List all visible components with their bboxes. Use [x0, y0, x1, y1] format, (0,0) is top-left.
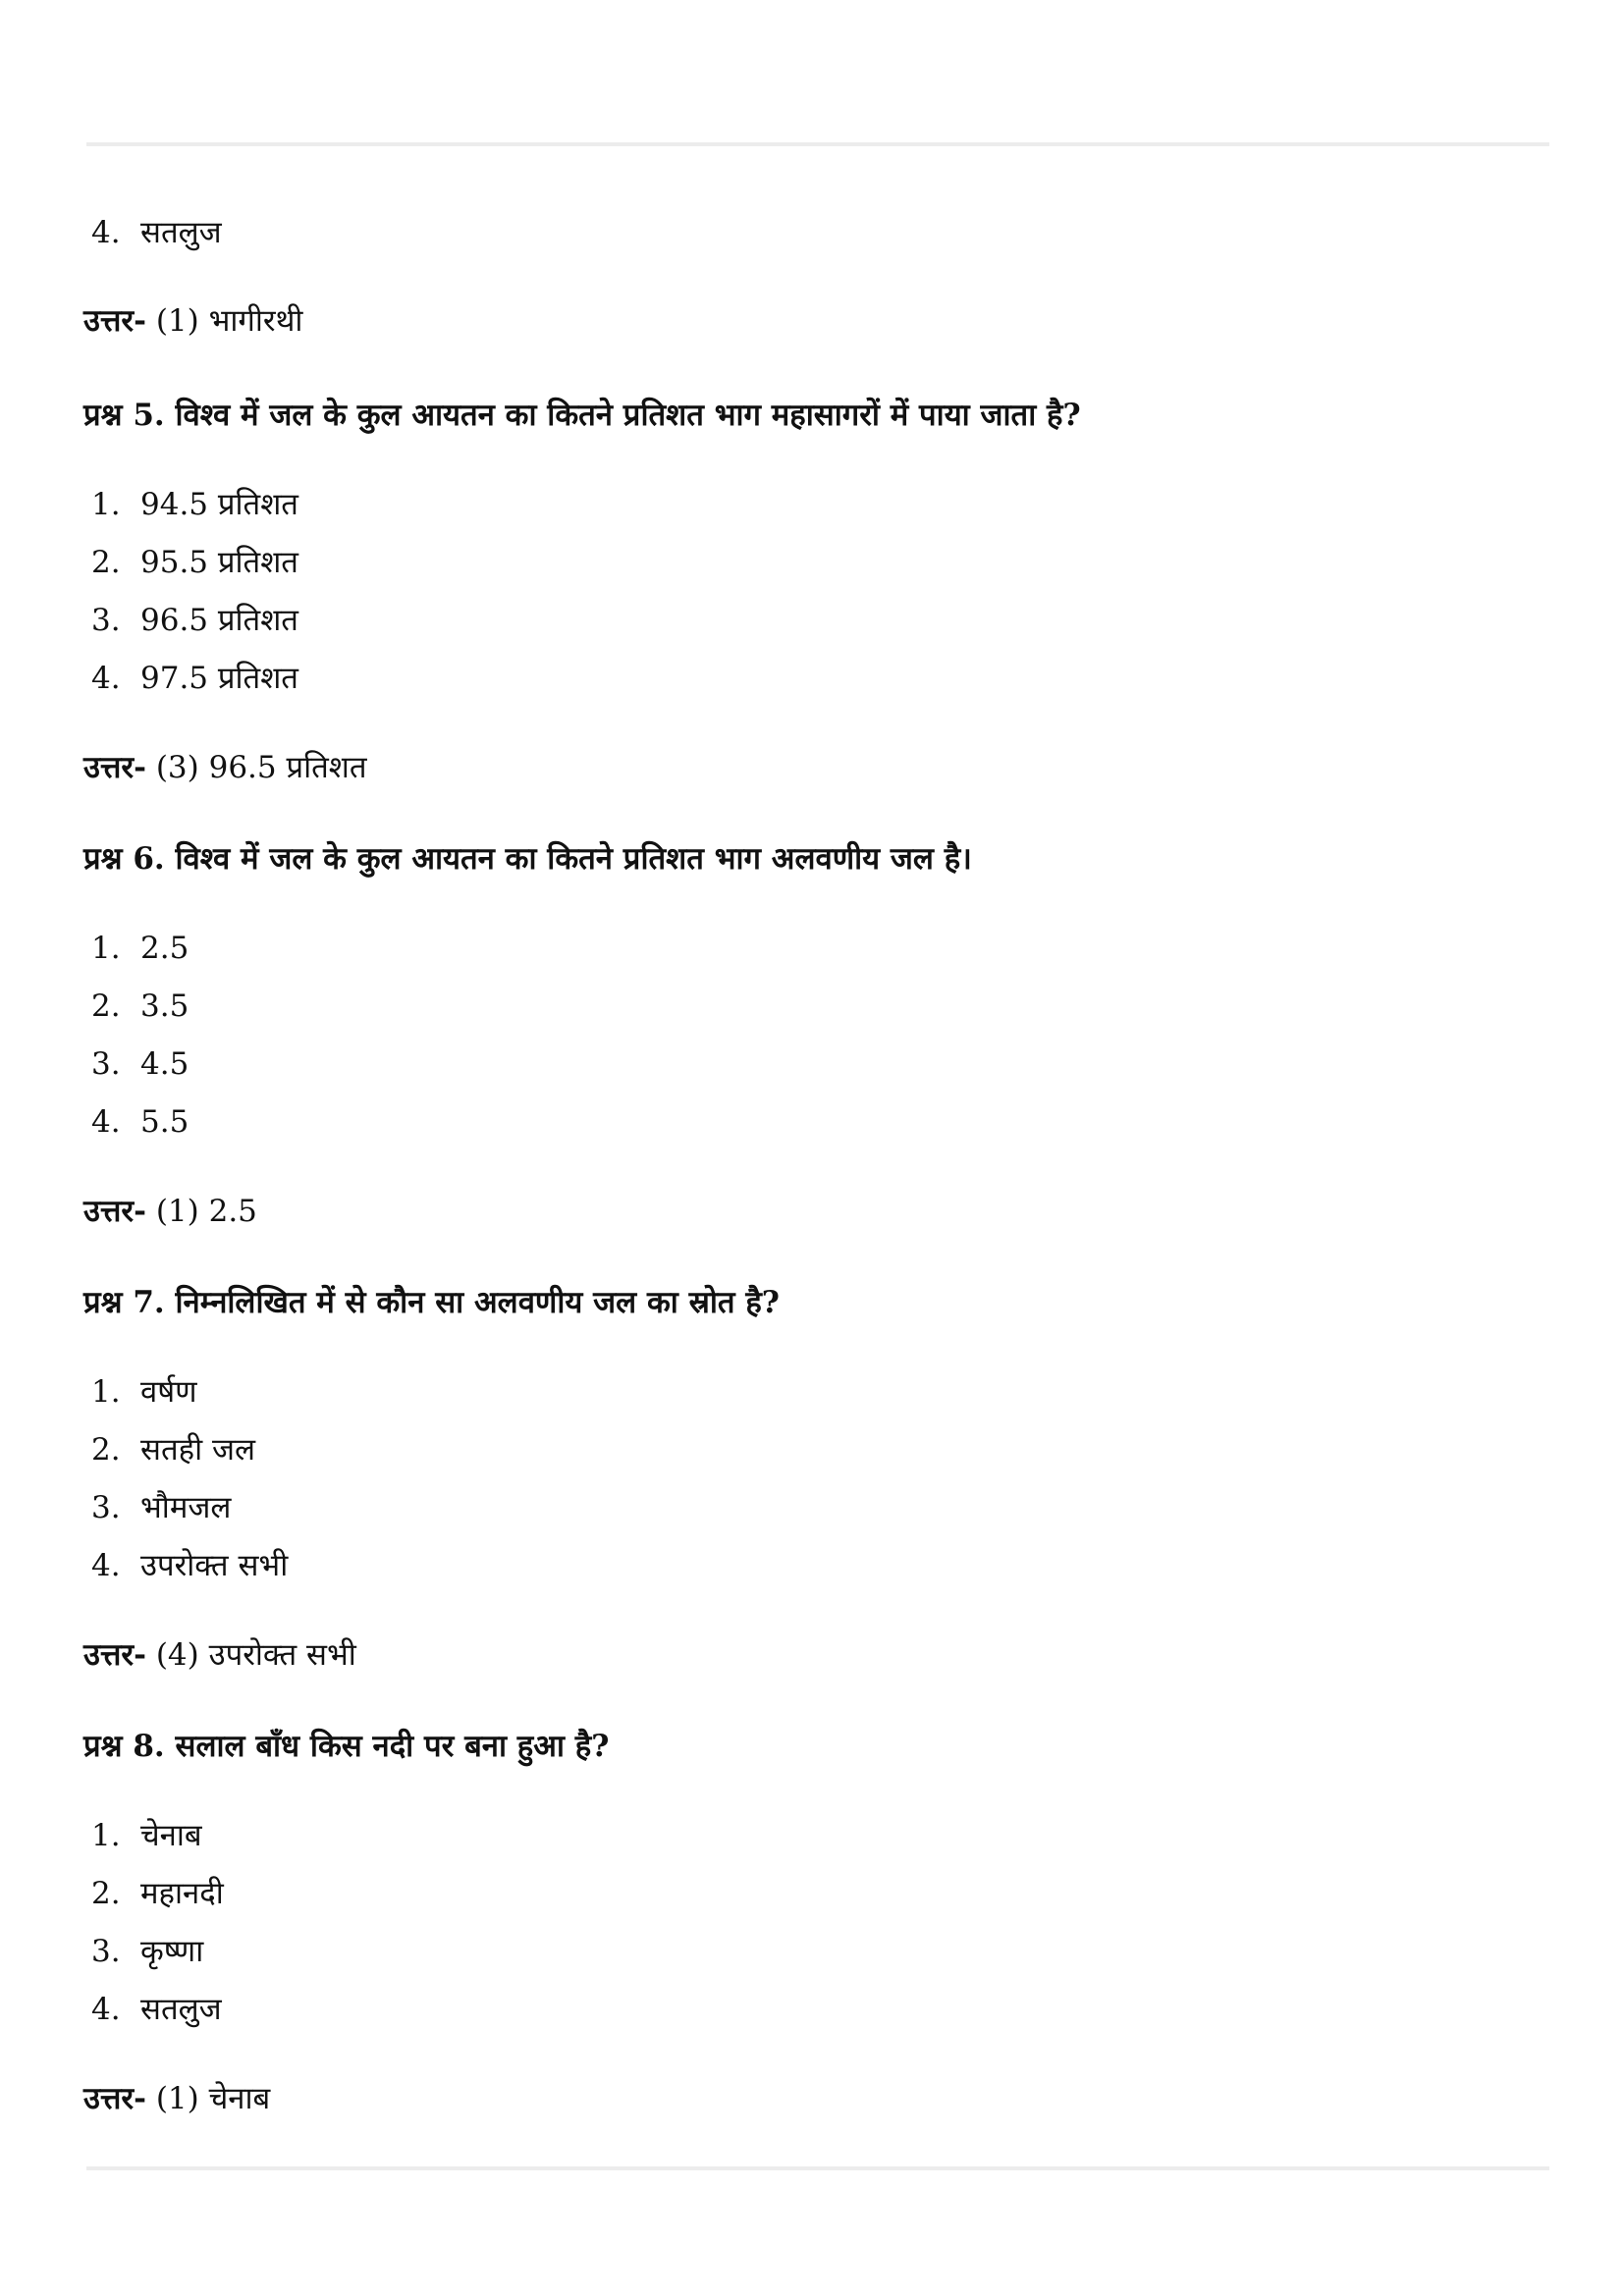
answer-text: (1) भागीरथी: [155, 303, 303, 339]
option-text: सतलुज: [140, 1992, 222, 2027]
option-number: 1.: [91, 931, 121, 966]
question-heading: [83, 1283, 780, 1322]
option-item: [83, 1932, 203, 1971]
answer-text: (1) 2.5: [155, 1194, 257, 1229]
option-text: कृष्णा: [140, 1934, 204, 1969]
option-text: सतही जल: [140, 1432, 255, 1468]
option-number: 4.: [91, 1548, 121, 1583]
option-text: 96.5 प्रतिशत: [140, 603, 298, 638]
answer-label: उत्तर-: [83, 1637, 146, 1673]
option-number: 4.: [91, 1104, 121, 1140]
top-divider: [86, 142, 1549, 146]
option-item: [83, 485, 298, 524]
option-number: 1.: [91, 487, 121, 522]
option-number: 4.: [91, 215, 121, 250]
question-number: प्रश्न 8.: [83, 1729, 165, 1764]
option-item: [83, 1874, 224, 1913]
option-text: भौमजल: [140, 1490, 232, 1525]
option-number: 2.: [91, 1876, 121, 1911]
option-text: 3.5: [140, 988, 189, 1024]
option-item: [83, 1990, 222, 2029]
answer-label: उत्तर-: [83, 750, 146, 785]
option-item: [83, 1372, 197, 1412]
answer-text: (4) उपरोक्त सभी: [155, 1637, 356, 1673]
option-number: 3.: [91, 603, 121, 638]
option-number: 3.: [91, 1490, 121, 1525]
option-item: [83, 659, 298, 698]
option-number: 4.: [91, 1992, 121, 2027]
option-text: 94.5 प्रतिशत: [140, 487, 298, 522]
option-text: सतलुज: [140, 215, 222, 250]
question-text: निम्नलिखित में से कौन सा अलवणीय जल का स्रोत है?: [175, 1285, 780, 1320]
question-heading: [83, 1727, 609, 1766]
option-text: 95.5 प्रतिशत: [140, 545, 298, 580]
answer-label: उत्तर-: [83, 1194, 146, 1229]
answer-text: (1) चेनाब: [155, 2081, 271, 2116]
question-text: विश्व में जल के कुल आयतन का कितने प्रतिशत भाग महासागरों में पाया जाता है?: [175, 398, 1081, 433]
option-text: चेनाब: [140, 1818, 202, 1853]
answer-label: उत्तर-: [83, 303, 146, 339]
answer-label: उत्तर-: [83, 2081, 146, 2116]
bottom-divider: [86, 2166, 1549, 2170]
question-heading: [83, 396, 1081, 435]
question-text: विश्व में जल के कुल आयतन का कितने प्रतिशत भाग अलवणीय जल है।: [175, 841, 972, 877]
option-number: 2.: [91, 1432, 121, 1468]
question-text: सलाल बाँध किस नदी पर बना हुआ है?: [175, 1729, 610, 1764]
option-item: [83, 601, 298, 640]
option-text: 4.5: [140, 1046, 189, 1082]
option-item: [83, 1430, 255, 1469]
question-number: प्रश्न 5.: [83, 398, 165, 433]
option-item: [83, 213, 222, 252]
option-number: 3.: [91, 1046, 121, 1082]
option-number: 1.: [91, 1374, 121, 1410]
option-item: [83, 987, 189, 1026]
option-item: [83, 1488, 231, 1527]
answer-line: [83, 1192, 257, 1231]
answer-line: [83, 748, 367, 787]
option-text: 97.5 प्रतिशत: [140, 661, 298, 696]
option-item: [83, 1546, 288, 1585]
option-text: महानदी: [140, 1876, 224, 1911]
option-number: 1.: [91, 1818, 121, 1853]
option-item: [83, 929, 189, 968]
option-text: 2.5: [140, 931, 189, 966]
option-item: [83, 1102, 189, 1142]
option-number: 2.: [91, 988, 121, 1024]
option-number: 2.: [91, 545, 121, 580]
option-item: [83, 1044, 189, 1084]
question-number: प्रश्न 7.: [83, 1285, 165, 1320]
option-text: 5.5: [140, 1104, 189, 1140]
option-number: 4.: [91, 661, 121, 696]
answer-line: [83, 1635, 356, 1675]
option-item: [83, 543, 298, 582]
option-text: वर्षण: [140, 1374, 197, 1410]
question-number: प्रश्न 6.: [83, 841, 165, 877]
answer-line: [83, 2079, 270, 2118]
answer-text: (3) 96.5 प्रतिशत: [155, 750, 367, 785]
question-heading: [83, 839, 972, 879]
option-item: [83, 1816, 202, 1855]
option-text: उपरोक्त सभी: [140, 1548, 289, 1583]
answer-line: [83, 301, 302, 341]
option-number: 3.: [91, 1934, 121, 1969]
